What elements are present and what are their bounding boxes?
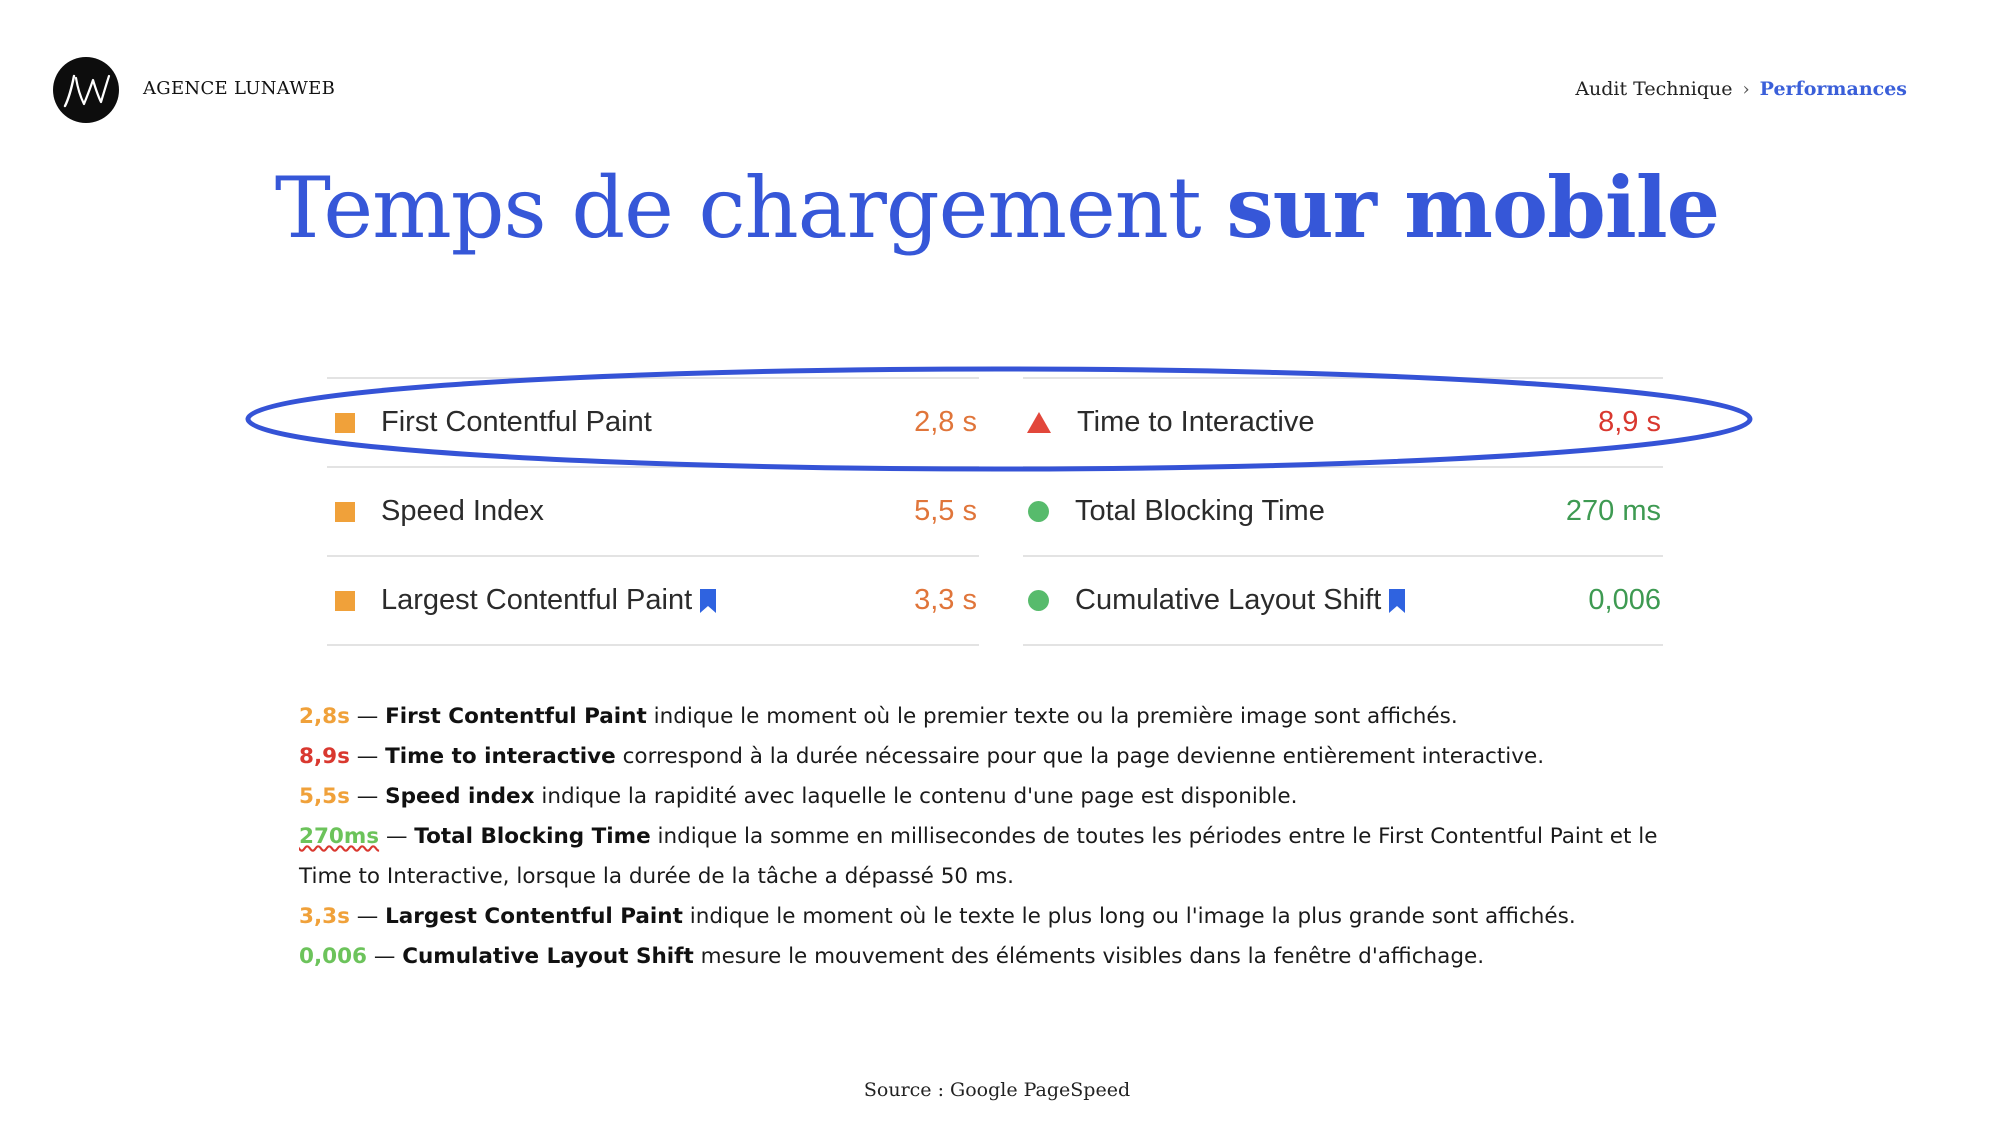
average-square-icon	[335, 502, 355, 522]
metric-row	[327, 555, 979, 646]
metric-value: 3,3 s	[914, 584, 977, 616]
description-value: 8,9s	[299, 744, 350, 769]
description-text: indique le moment où le texte le plus long ou l'image la plus grande sont affichés.	[689, 904, 1576, 929]
agency-logo[interactable]	[53, 57, 119, 123]
description-value: 270ms	[299, 824, 380, 849]
description-text: indique la somme en millisecondes de toutes les périodes entre le First Contentful Paint et le Time to Interactive, lorsque la durée de la tâche a dépassé 50 ms.	[299, 824, 1658, 889]
description-dash: —	[356, 744, 379, 769]
metric-value: 270 ms	[1565, 495, 1661, 527]
description-line	[299, 697, 1699, 737]
metric-label: Speed Index	[381, 495, 544, 527]
description-metric-name: Speed index	[385, 784, 535, 809]
breadcrumb	[1575, 78, 1907, 100]
metric-label-with-icon	[381, 584, 718, 617]
description-metric-name: Total Blocking Time	[414, 824, 651, 849]
description-value: 0,006	[299, 944, 368, 969]
breadcrumb-parent-link[interactable]: Audit Technique	[1575, 78, 1733, 100]
description-dash: —	[356, 904, 379, 929]
description-value: 5,5s	[299, 784, 350, 809]
metric-label: First Contentful Paint	[381, 406, 652, 438]
bookmark-icon[interactable]	[698, 588, 718, 614]
source-caption: Source : Google PageSpeed	[863, 1079, 1131, 1101]
metric-label-with-icon	[1075, 584, 1407, 617]
description-metric-name: Time to interactive	[385, 744, 616, 769]
description-value: 3,3s	[299, 904, 350, 929]
logo-monogram-icon	[60, 70, 112, 110]
metric-value: 0,006	[1588, 584, 1661, 616]
pass-circle-icon	[1028, 590, 1049, 611]
breadcrumb-current[interactable]: Performances	[1759, 78, 1907, 100]
metric-label: Cumulative Layout Shift	[1075, 584, 1382, 616]
title-bold: sur mobile	[1226, 158, 1720, 257]
metric-value: 8,9 s	[1598, 406, 1661, 438]
description-line	[299, 937, 1699, 977]
description-metric-name: First Contentful Paint	[385, 704, 647, 729]
bookmark-icon[interactable]	[1387, 588, 1407, 614]
metric-label: Total Blocking Time	[1075, 495, 1325, 527]
description-text: correspond à la durée nécessaire pour que la page devienne entièrement interactive.	[622, 744, 1545, 769]
metric-row	[1023, 555, 1663, 646]
metric-label: Time to Interactive	[1077, 406, 1315, 438]
metric-row	[327, 466, 979, 555]
pass-circle-icon	[1028, 501, 1049, 522]
description-dash: —	[356, 704, 379, 729]
description-dash: —	[356, 784, 379, 809]
metric-descriptions	[299, 697, 1699, 977]
description-line	[299, 737, 1699, 777]
average-square-icon	[335, 591, 355, 611]
metric-value: 2,8 s	[914, 406, 977, 438]
description-metric-name: Largest Contentful Paint	[385, 904, 683, 929]
description-line	[299, 777, 1699, 817]
breadcrumb-separator: ›	[1742, 78, 1750, 100]
description-dash: —	[385, 824, 408, 849]
agency-name: AGENCE LUNAWEB	[143, 78, 336, 99]
metric-label: Largest Contentful Paint	[381, 584, 693, 616]
highlight-ellipse	[244, 364, 1754, 476]
description-line	[299, 817, 1699, 897]
description-metric-name: Cumulative Layout Shift	[402, 944, 694, 969]
description-text: indique le moment où le premier texte ou la première image sont affichés.	[653, 704, 1458, 729]
page-title	[0, 158, 1994, 257]
title-normal: Temps de chargement	[274, 159, 1201, 257]
description-dash: —	[373, 944, 396, 969]
metric-row	[1023, 466, 1663, 555]
description-value: 2,8s	[299, 704, 350, 729]
description-text: mesure le mouvement des éléments visibles dans la fenêtre d'affichage.	[700, 944, 1485, 969]
metric-value: 5,5 s	[914, 495, 977, 527]
description-text: indique la rapidité avec laquelle le contenu d'une page est disponible.	[541, 784, 1298, 809]
description-line	[299, 897, 1699, 937]
